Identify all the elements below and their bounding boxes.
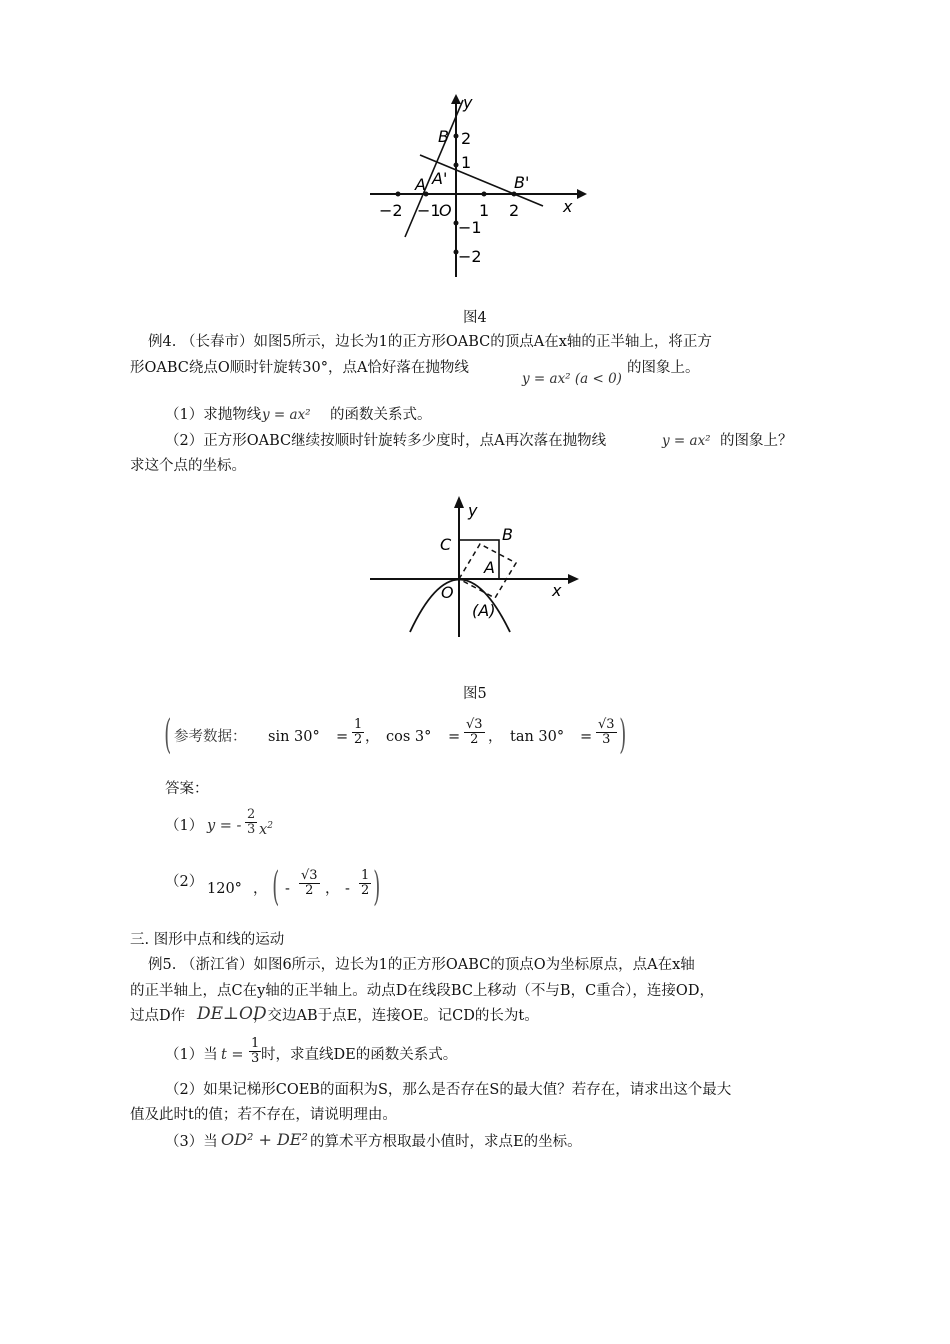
ref-tan-den: 3 [602,732,611,747]
ref-sin-eq: = [336,729,349,745]
fig5-x-axis-arrow [568,574,579,584]
ex4-q2-line2: 求这个点的坐标。 [130,458,246,474]
ref-cos-eq: = [448,729,461,745]
ex5-q1-frac [249,1037,261,1066]
fig5-label-C: C [440,535,452,554]
ex5-q3-b: 的算术平方根取最小值时，求点E的坐标。 [310,1134,582,1150]
ex5-line3-b: ，交边AB于点E，连接OE。记CD的长为t。 [253,1008,539,1024]
figure-4 [365,92,595,282]
a1-sup: 2 [267,821,273,831]
fig4-label-O: O [439,201,452,220]
a2-frac-2 [359,869,371,898]
fig4-tick-xm1: −1 [417,201,441,220]
fig4-y-label: y [463,93,473,112]
a1-den: 3 [247,822,256,837]
a2-num-1: √3 [301,868,318,883]
ex5-q1-a: （1）当 [165,1047,218,1063]
ex4-q2-formula: y = ax² [662,433,711,449]
section-3-title: 三. 图形中点和线的运动 [130,932,285,948]
ex5-line3-a: 过点D作 [130,1008,186,1024]
fig5-y-axis-arrow [454,496,464,508]
point-neg2 [396,192,401,197]
ref-tan: tan 30° [510,729,565,745]
fig4-tick-x2: 2 [509,201,520,220]
a2-angle: 120° [207,881,242,897]
point-y2 [454,134,459,139]
ex5-q1-b: 时，求直线DE的函数关系式。 [261,1047,458,1063]
ref-sin-frac [352,718,364,747]
ex5-q1 [165,1033,565,1073]
ref-sin-den: 2 [354,732,363,747]
ref-cos-frac [464,718,485,747]
ex4-q2-a: （2）正方形OABC继续按顺时针旋转多少度时，点A再次落在抛物线 [165,433,607,449]
ref-right-paren: ) [619,712,627,758]
figure-4-caption: 图4 [463,310,487,326]
ex4-line1: 例4. （长春市）如图5所示，边长为1的正方形OABC的顶点A在x轴的正半轴上，将正方 [148,334,712,350]
answer-1 [165,806,365,846]
point-y1 [454,163,459,168]
a2-right-paren: ) [373,864,381,910]
ex4-q1-b: 的函数关系式。 [330,407,432,423]
x-axis-arrow [577,189,587,199]
ex4-q1-formula: y = ax² [262,407,311,423]
ex5-q1-t: t = [221,1047,244,1063]
ref-sin-num: 1 [354,717,363,732]
fig4-tick-y2: 2 [461,129,472,148]
a2-label: （2） [165,874,204,890]
figure-5-caption: 图5 [463,686,487,702]
ref-sin: sin 30° [268,729,320,745]
ex4-q1-a: （1）求抛物线 [165,407,262,423]
fig5-y-label: y [468,501,478,520]
a1-lhs: y = - [207,818,242,834]
ex4-line2-formula: y = ax² (a < 0) [522,371,622,387]
fig5-x-label: x [552,581,562,600]
ref-cos: cos 3° [386,729,432,745]
fig4-label-B1: B' [514,173,530,192]
fig4-label-B: B [438,127,449,146]
fig4-x-label: x [563,197,573,216]
ex5-q2-line1: （2）如果记梯形COEB的面积为S，那么是否存在S的最大值？若存在，请求出这个最大 [165,1082,732,1098]
fig5-label-A: A [484,558,495,577]
figure-4-svg [365,92,595,282]
a1-rhs [259,816,273,840]
a1-num: 2 [247,807,256,822]
ex5-q2-line2: 值及此时t的值；若不存在，请说明理由。 [130,1107,397,1123]
a2-den-1: 2 [305,883,314,898]
ex5-line3-formula: DE⊥OD [197,1004,267,1024]
ref-comma-1: ， [365,729,380,745]
fig4-tick-xm2: −2 [379,201,403,220]
reference-data [160,712,640,762]
fig4-tick-x1: 1 [479,201,490,220]
answer-title: 答案： [165,781,209,797]
fig5-label-A-rotated: (A) [472,601,496,620]
a1-x: x [259,821,268,838]
a2-num-2: 1 [361,868,370,883]
ex5-line2: 的正半轴上，点C在y轴的正半轴上。动点D在线段BC上移动（不与B，C重合），连接OD， [130,983,714,999]
ref-tan-eq: = [580,729,593,745]
fig4-label-A1: A' [432,169,448,188]
figure-5 [370,492,585,642]
a2-minus-2: - [345,881,350,897]
a2-frac-1 [299,869,320,898]
figure-5-svg [370,492,585,642]
ref-tan-num: √3 [598,717,615,732]
answer-2 [165,862,415,912]
a2-sep: ， [325,881,340,897]
point-B1 [512,192,517,197]
ex5-q1-num: 1 [251,1036,260,1051]
ref-left-paren: ( [164,712,172,758]
a2-comma: ， [253,881,268,897]
fig4-label-A: A [415,175,426,194]
ex5-line1: 例5. （浙江省）如图6所示，边长为1的正方形OABC的顶点O为坐标原点，点A在x轴 [148,957,695,973]
fig4-tick-ym2: −2 [458,247,482,266]
ref-tan-frac [596,718,617,747]
fig4-tick-ym1: −1 [458,218,482,237]
ref-label: 参考数据： [174,729,247,745]
ex4-line2-a: 形OABC绕点O顺时针旋转30°，点A恰好落在抛物线 [130,360,469,376]
y-axis-arrow [451,94,461,104]
ref-cos-num: √3 [466,717,483,732]
ex5-q1-den: 3 [251,1051,260,1066]
fig5-label-B: B [502,525,513,544]
fig4-tick-y1: 1 [461,153,472,172]
ex5-q3-a: （3）当 [165,1134,218,1150]
ex5-q3-formula: OD² + DE² [221,1130,308,1149]
a2-minus-1: - [285,881,290,897]
ref-comma-2: ， [488,729,503,745]
ex4-q2-b: 的图象上？ [720,433,793,449]
point-1 [482,192,487,197]
a1-label: （1） [165,818,204,834]
ref-cos-den: 2 [470,732,479,747]
a2-den-2: 2 [361,883,370,898]
a2-left-paren: ( [272,864,280,910]
a1-frac [245,808,257,837]
ex4-line2-b: 的图象上。 [627,360,700,376]
fig5-label-O: O [441,583,454,602]
